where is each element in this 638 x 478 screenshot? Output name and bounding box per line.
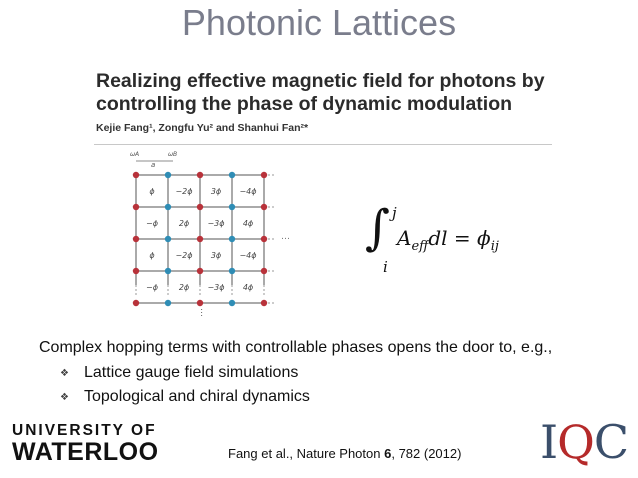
phase-subscript: ij [490, 239, 499, 254]
lattice-site [197, 300, 203, 306]
lattice-phase-label: −2ϕ [175, 187, 193, 196]
slide-title: Photonic Lattices [181, 2, 457, 43]
lattice-site [229, 236, 235, 242]
citation-volume: 6 [384, 446, 392, 461]
paper-title-line-1: Realizing effective magnetic field for photons by [96, 70, 545, 92]
lattice-phase-label: 2ϕ [178, 219, 190, 228]
body-text: Complex hopping terms with controllable phases opens the door to, e.g., [39, 339, 553, 356]
lattice-site [261, 300, 267, 306]
lattice-site [197, 236, 203, 242]
vector-potential-subscript: eff [411, 239, 429, 254]
lattice-phase-label: ϕ [149, 187, 155, 196]
paper-title-line-2: controlling the phase of dynamic modulation [96, 93, 513, 115]
lattice-site [229, 172, 235, 178]
uw-logo-line-1: UNIVERSITY OF [12, 422, 157, 439]
lattice-ellipsis-right: … [281, 232, 290, 242]
citation-pages-year: , 782 (2012) [391, 446, 462, 461]
lattice-phase-label: 3ϕ [210, 187, 222, 196]
citation-authors-journal: Fang et al., Nature Photon [228, 446, 385, 461]
lattice-site [197, 268, 203, 274]
lattice-site [165, 300, 171, 306]
lattice-site [261, 172, 267, 178]
lattice-site [197, 172, 203, 178]
lattice-site [165, 236, 171, 242]
lattice-site [229, 204, 235, 210]
lattice-ellipsis-bottom: … [198, 308, 208, 317]
lattice-site [165, 172, 171, 178]
lattice-site [165, 204, 171, 210]
lattice-phase-label: −2ϕ [175, 251, 193, 260]
lattice-site [229, 268, 235, 274]
citation [228, 446, 461, 461]
lattice-phase-label: −3ϕ [207, 283, 225, 292]
lattice-site [261, 236, 267, 242]
lattice-label-wA: ωA [130, 151, 140, 158]
lattice-site [229, 300, 235, 306]
lattice-label-a: a [151, 161, 156, 169]
phase-symbol: ϕ [477, 226, 491, 250]
bullet-text-1: Lattice gauge field simulations [84, 364, 299, 381]
divider-rule [94, 144, 552, 145]
vector-potential: A [397, 226, 412, 250]
lattice-site [261, 204, 267, 210]
lattice-phase-label: −ϕ [146, 219, 158, 228]
lattice-site [133, 204, 139, 210]
paper-title [96, 70, 566, 116]
iqc-logo-i: I [540, 415, 558, 469]
lattice-phase-label: −3ϕ [207, 219, 225, 228]
diamond-bullet-icon: ❖ [60, 367, 69, 379]
lattice-label-wB: ωB [168, 151, 178, 158]
iqc-logo-q: Q [557, 415, 594, 469]
lattice-site [133, 268, 139, 274]
lattice-site [197, 204, 203, 210]
integral-upper-limit: j [392, 204, 397, 222]
paper-authors: Kejie Fang¹, Zongfu Yu² and Shanhui Fan²* [96, 122, 309, 134]
bullet-item-1 [60, 364, 298, 382]
integral-sign: ∫ [365, 200, 391, 256]
lattice-site [261, 268, 267, 274]
bullet-item-2 [60, 388, 310, 406]
lattice-phase-label: −4ϕ [239, 187, 257, 196]
lattice-figure [126, 147, 296, 317]
lattice-phase-label: 4ϕ [242, 219, 254, 228]
equals-sign: = [453, 226, 471, 250]
lattice-phase-label: 4ϕ [242, 283, 254, 292]
iqc-logo-c: C [593, 415, 629, 469]
lattice-site [165, 268, 171, 274]
differential: dl [428, 226, 448, 250]
integrand [397, 226, 499, 254]
iqc-logo [540, 416, 628, 468]
bullet-text-2: Topological and chiral dynamics [84, 388, 310, 405]
lattice-phase-label: ϕ [149, 251, 155, 260]
lattice-phase-label: 3ϕ [210, 251, 222, 260]
lattice-phase-label: 2ϕ [178, 283, 190, 292]
lattice-site [133, 172, 139, 178]
lattice-phase-label: −4ϕ [239, 251, 257, 260]
lattice-site [133, 236, 139, 242]
university-of-waterloo-logo [12, 422, 159, 466]
uw-logo-line-2: WATERLOO [12, 438, 159, 466]
lattice-site [133, 300, 139, 306]
integral-lower-limit: i [383, 258, 388, 276]
diamond-bullet-icon: ❖ [60, 391, 69, 403]
lattice-phase-label: −ϕ [146, 283, 158, 292]
